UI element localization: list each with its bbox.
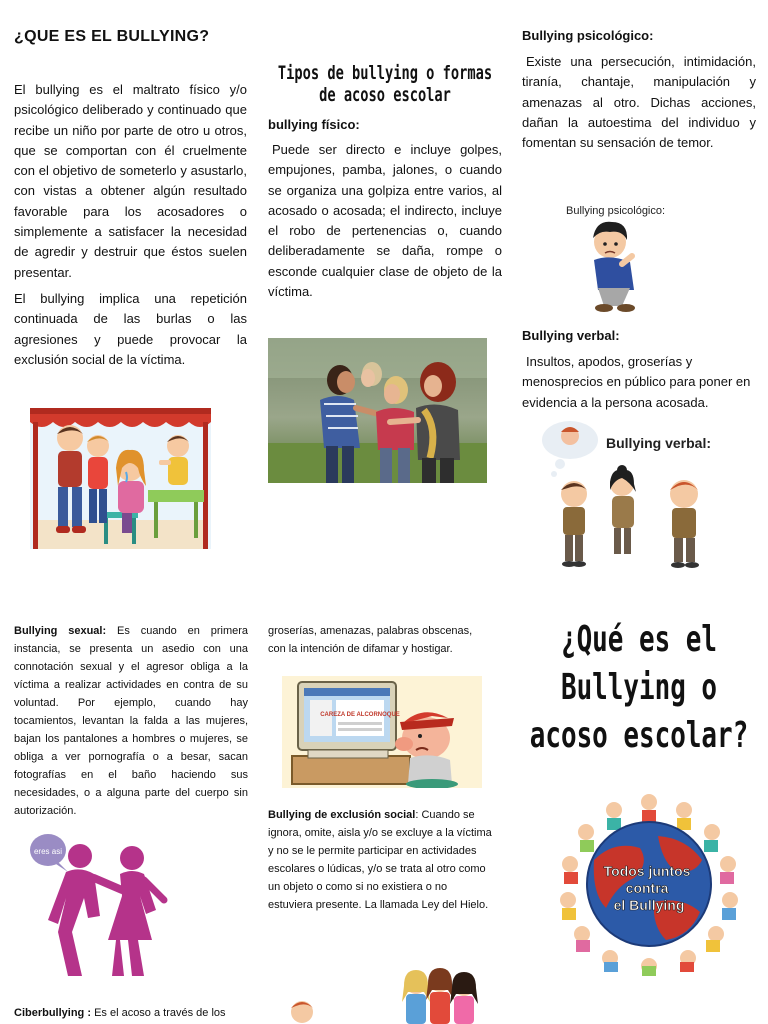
repetition-paragraph: El bullying implica una repetición continuada de las burlas o las agresiones y puede provocar la exclusión social de la víctima. (14, 290, 247, 367)
verbal-bullying-label: Bullying verbal: (522, 328, 620, 343)
globe-text-line-1: Todos juntos (603, 863, 691, 879)
speech-bubble-text: eres asi (33, 847, 63, 856)
intro-paragraph: El bullying es el maltrato físico y/o psicológico deliberado y continuado que recibe un niño por parte de otro u otros, que se comportan con él cruelmente con el objetivo de someterlo y asustarlo, con vistas a obtener algún resultado favorable para los acosadores o simplemente a satisfacer la necesidad de agredir y destruir que éstos suelen presentar. (14, 82, 247, 280)
exclusion-bullying-label: Bullying de exclusión social (268, 809, 416, 821)
classroom-bullying-illustration (30, 408, 211, 549)
psychological-caption-text: Bullying psicológico: (566, 205, 666, 217)
psychological-bullying-text: Existe una persecución, intimidación, tiranía, chantaje, manipulación y amenazas al otro. Dichas acciones, dañan la autoestima del individuo y fomentan su sensación de temor. (522, 54, 756, 151)
cyberbullying-label: Ciberbullying : (14, 1007, 91, 1019)
verbal-bullying-illustration (538, 418, 732, 576)
exclusion-section (268, 806, 492, 914)
cyberbullying-text: Es el acoso a través de los (94, 1007, 226, 1019)
globe-text-line-3: el Bullying (613, 897, 685, 913)
exclusion-bullying-text: : Cuando se ignora, omite, aisla y/o se excluye a la víctima y no se le permite participar en actividades escolares o lúdicas, y/o se trata al otro como un objeto o como si no existiera o no estuviera presente. La llamada Ley del Hielo. (268, 809, 492, 911)
sexual-bullying-illustration (28, 828, 186, 980)
verbal-caption-text: Bullying verbal: (606, 435, 712, 451)
physical-bullying-label: bullying físico: (268, 117, 360, 132)
cover-column (520, 616, 758, 756)
cover-title: ¿Qué es el Bullying o acoso escolar? (529, 619, 749, 756)
sexual-bullying-label: Bullying sexual: (14, 625, 107, 637)
section-heading-what-is-bullying: ¿QUE ES EL BULLYING? (14, 28, 210, 45)
cyberbullying-computer-illustration (282, 676, 482, 788)
column-continuation-exclusion (268, 622, 492, 658)
verbal-bullying-text: Insultos, apodos, groserías y menosprecios en público para poner en evidencia a la persona acosada. (522, 354, 751, 410)
column-psychological-verbal (522, 28, 756, 153)
screen-text: CAREZA DE ALCORNOQUE (320, 712, 400, 718)
exclusion-paragraph (268, 806, 492, 914)
psychological-bullying-label: Bullying psicológico: (522, 28, 654, 43)
exclusion-illustration (276, 962, 490, 1024)
cyberbullying-continuation-text: groserías, amenazas, palabras obscenas, con la intención de difamar y hostigar. (268, 625, 473, 655)
sexual-bullying-text: Es cuando en primera instancia, se presenta un asedio con una connotación sexual y el agresor obliga a la víctima a realizar actividades en contra de su voluntad. Por ejemplo, cuando hay tocamientos, levantan la falda a las mujeres, bajan los pantalones a hombres o mujeres, se obliga a ver pornografía o a besar, sacan fotografías en el baño haciendo sus necesidades, o a alguna parte del cuerpo sin autorización. (14, 625, 249, 817)
physical-bullying-photo (268, 338, 487, 483)
column-sexual-cyber (14, 622, 248, 820)
psychological-bullying-illustration (560, 198, 712, 314)
verbal-section (522, 328, 756, 413)
cyberbullying-paragraph (14, 1004, 248, 1022)
together-against-bullying-globe (554, 790, 744, 976)
column-types (268, 62, 502, 302)
types-title-wrap (268, 62, 502, 108)
globe-text-line-2: contra (625, 880, 669, 896)
sexual-bullying-paragraph (14, 622, 248, 820)
types-title: Tipos de bullying o formas de acoso escolar (277, 62, 493, 106)
cyberbullying-section (14, 1004, 248, 1022)
physical-bullying-text: Puede ser directo e incluye golpes, empujones, pamba, jalones, o cuando se organiza una golpiza entre varios, al acosado o acosada; el indirecto, incluye el robo de pertenencias o, cuando deliberadamente se daña, rompe o esconde cualquier clase de objeto de la víctima. (268, 142, 502, 300)
column-intro (14, 28, 247, 370)
